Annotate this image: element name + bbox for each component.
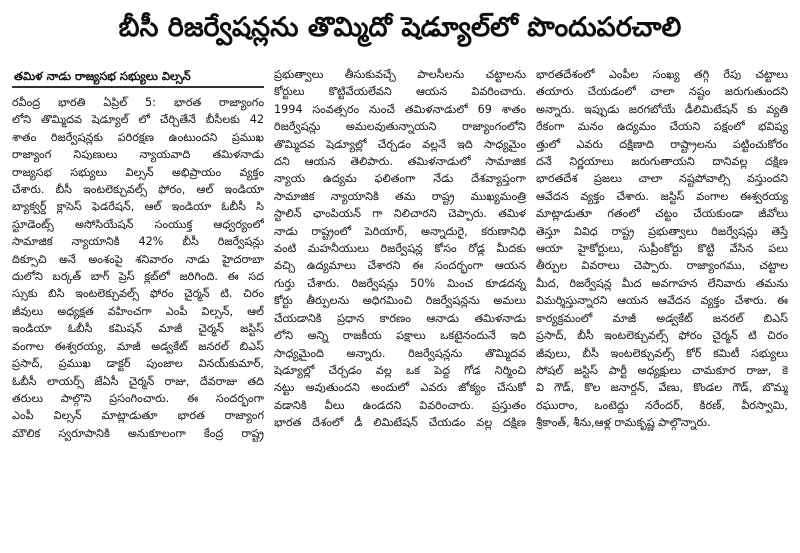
text-line: రఘురాం, ఒంటెద్దు నరేందర్, కిరణ్, వీరస్వామి, [536,398,788,412]
text-line: స్సుకు బిసి ఇంటలెక్చువల్స్ ఫోరం చైర్మన్ టి. చిరం [12,287,264,301]
text-line: స్టాలిన్ ఛాంపియన్ గా నిలిచారని చెప్పారు. తమిళ [274,207,526,221]
text-line: దని ఆయన తెలిపారు. తమిళనాడులో సామాజిక [274,155,526,169]
text-line: కార్యక్రమంలో మాజీ అడ్వకేట్ జనరల్ బిఎస్ [536,311,788,325]
text-line: దనే నిర్ణయాలు జరుగుతాయని దానివల్ల దక్షిణ [536,155,788,169]
text-line: ప్రసాద్, ప్రముఖ డాక్టర్ పుంజాల వినయ్‌కుమార్, [12,357,264,371]
text-line: న్యాయ ఉద్యమ ఫలితంగా నేడు దేశవ్యాప్తంగా [274,172,526,186]
text-line: నట్టు అవుతుందని అందులో ఎవరు జోక్యం చేసుకో [274,381,526,395]
text-line: సాధ్యమైంది అన్నారు. రిజర్వేషన్లను తొమ్మిదవ [274,346,526,360]
text-line: తెస్తూ వివిధ రాష్ట్ర ప్రభుత్వాలు రిజర్వేషన్లు తెస్తే [536,224,788,238]
text-line: ఇండియా ఓబీసీ కమిషన్ మాజీ చైర్మన్ జస్టిస్ [12,322,264,336]
byline: తమిళ నాడు రాజ్యసభ సభ్యులు విల్సన్ [12,66,264,88]
text-line: లోని తొమ్మిదవ షెడ్యూల్ లో చేర్చితేనే బీసీలకు 42 [12,113,264,127]
text-line: తరులు పాల్గొని ప్రసంగించారు. ఈ సందర్భంగా [12,391,264,405]
text-line: మాట్లాడుతూ గతంలో చట్టం చేయకుండా జీవోలు [536,207,788,221]
text-line: మీద, రిజర్వేషన్ల మీద అవగాహన లేనివారు తమను [536,276,788,290]
column-1 [12,66,264,536]
text-line: ఓబీసీ లాయర్స్ జేఏసీ చైర్మన్ రాజు, దేవరాజు తది [12,374,264,388]
text-line: భారత దేశంలో డీ లిమిటేషన్ చేయడం వల్ల దక్షిణ [274,416,526,430]
text-line: శాతం రిజర్వేషన్లకు పరిరక్షణ ఉంటుందని ప్రముఖ [12,130,264,144]
text-line: జీవులు అధ్యక్షత వహించగా ఎంపీ విల్సన్, ఆల్ [12,304,264,318]
text-line: 1994 సంవత్సరం నుంచే తమిళనాడులో 69 శాతం [274,102,526,116]
text-line: భారతదేశంలో ఎంపీల సంఖ్య తగ్గి రేపు చట్టాలు [536,68,788,81]
text-line: జీవులు, బీసీ ఇంటలెక్చువల్స్ కోర్ కమిటీ సభ్యులు [536,346,788,360]
text-line: దిక్సూచి అనే అంశంపై శనివారం నాడు హైదరాబా [12,252,264,266]
column-2 [274,66,526,536]
text-line: లోని అన్ని రాజకీయ పక్షాలు ఒకటైనందునే ఇది [274,329,526,343]
text-line: వడానికి వీలు ఉండదని వివరించారు. ప్రస్తుతం [274,398,526,412]
text-line: చేయడానికి ప్రధాన కారణం ఆనాడు తమిళనాడు [274,311,526,325]
text-line: రవీంద్ర భారతి ఏప్రిల్ 5: భారత రాజ్యాంగం [12,96,264,109]
text-line: సామాజిక న్యాయానికి 42% బీసీ రిజర్వేషన్లు [12,235,264,249]
text-line: ఎంపీ విల్సన్ మాట్లాడుతూ భారత రాజ్యాంగ [12,409,264,423]
text-line: సామాజిక న్యాయానికి తమ రాష్ట్ర ముఖ్యమంత్రి [274,189,526,203]
headline: బీసీ రిజర్వేషన్లను తొమ్మిదో షెడ్యూల్‌లో పొందుపరచాలి [118,12,682,43]
text-line: రాజ్యసభ సభ్యులు విల్సన్ అభిప్రాయం వ్యక్తం [12,165,264,179]
text-line: వి గౌడ్, కొల జనార్దన్, వేణు, కొండల గౌడ్, బొమ్మ [536,381,788,395]
text-line: త్తులో ఎవరు దక్షిణాది రాష్ట్రాలను పట్టించుకోరం [536,137,788,151]
text-line: రిజర్వేషన్లు అమలవుతున్నాయని రాజ్యాంగంలోని [274,120,526,134]
text-line: మౌలిక స్వరూపానికి అనుకూలంగా కేంద్ర రాష్ట్ర [12,426,264,440]
text-line: దులోని బర్కత్ బాగ్ ప్రెస్ క్లబ్‌లో జరిగింది. ఈ సద [12,270,264,284]
text-line: వచ్చి ఉద్యమాలు చేశారని ఈ సందర్భంగా ఆయన [274,259,526,273]
text-line: వంటి మహనీయులు రిజర్వేషన్ల కోసం రోడ్ల మీదకు [274,242,526,256]
text-line: రాజ్యాంగ నిపుణులు న్యాయవాది తమిళనాడు [12,148,264,162]
text-line: తొమ్మిదవ షెడ్యూల్లో చేర్చడం వల్లనే ఇది సాధ్యమైం [274,137,526,151]
text-line: శ్రీకాంత్, శీను,ఆళ్ల రామకృష్ణ పాల్గొన్నారు. [536,416,711,430]
text-line: స్టూడెంట్స్ అసోసియేషన్ సంయుక్త ఆధ్వర్యంలో [12,217,264,231]
text-line: ఆయా హైకోర్టులు, సుప్రీంకోర్టు కొట్టి వేసిన పలు [536,242,788,256]
text-line: ప్రసాద్, బీసీ ఇంటలెక్చువల్స్ ఫోరం చైర్మన్ టి చిరం [536,329,788,343]
text-line: తీర్పుల వివరాలు చెప్పారు. రాజ్యాంగము, చట్టాల [536,259,788,273]
text-line: భారతదేశ ప్రజలు చాలా నష్టపోవాల్సి వస్తుందని [536,172,788,186]
text-line: రేకంగా మనం ఉద్యమం చేయని పక్షంలో భవిష్య [536,120,788,134]
text-line: గుర్తు చేశారు. రిజర్వేషన్లు 50% మించ కూడదన్న [274,276,526,290]
text-line: వంగాల ఈశ్వరయ్య, మాజీ అడ్వకేట్ జనరల్ బిఎస్ [12,339,264,353]
text-line: షెడ్యూల్లో చేర్చడం వల్ల ఒక పెద్ద గోడ నిర్మించి [274,363,526,377]
text-line: కోర్టు తీర్పులను అధిగమించి రిజర్వేషన్లను అమలు [274,294,526,308]
text-line: విమర్శిస్తున్నారని ఆయన ఆవేదన వ్యక్తం చేశారు. ఈ [536,294,788,308]
text-line: సోషల్ జస్టిస్ పార్టీ అధ్యక్షులు చామకూర రాజు, కె [536,363,788,377]
text-line: ప్రభుత్వాలు తీసుకువచ్చే పాలసీలను చట్టాలను [274,68,526,81]
article-body [12,66,788,536]
column-3 [536,66,788,536]
text-line: అన్నారు. ఇప్పుడు జరగబోయే డీలిమిటేషన్ కు వ్యతి [536,102,788,116]
text-line: తయారు చేయడంలో చాలా నష్టం జరుగుతుందని [536,85,788,99]
text-line: బ్యాక్వర్డ్ క్లాసెస్ ఫెడరేషన్, ఆల్ ఇండియా ఓబీసీ సి [12,200,264,214]
text-line: ఆవేదన వ్యక్తం చేశారు. జస్టిస్ వంగాల ఈశ్వరయ్య [536,189,788,203]
text-line: చేశారు. బీసీ ఇంటలెక్చువల్స్ ఫోరం, ఆల్ ఇండియా [12,183,264,197]
text-line: నాడు రాష్ట్రంలో పెరియార్, అన్నాదురై, కరుణానిధి [274,224,526,238]
text-line: కోర్టులు కొట్టివేయలేవని ఆయన వివరించారు. [274,85,526,99]
